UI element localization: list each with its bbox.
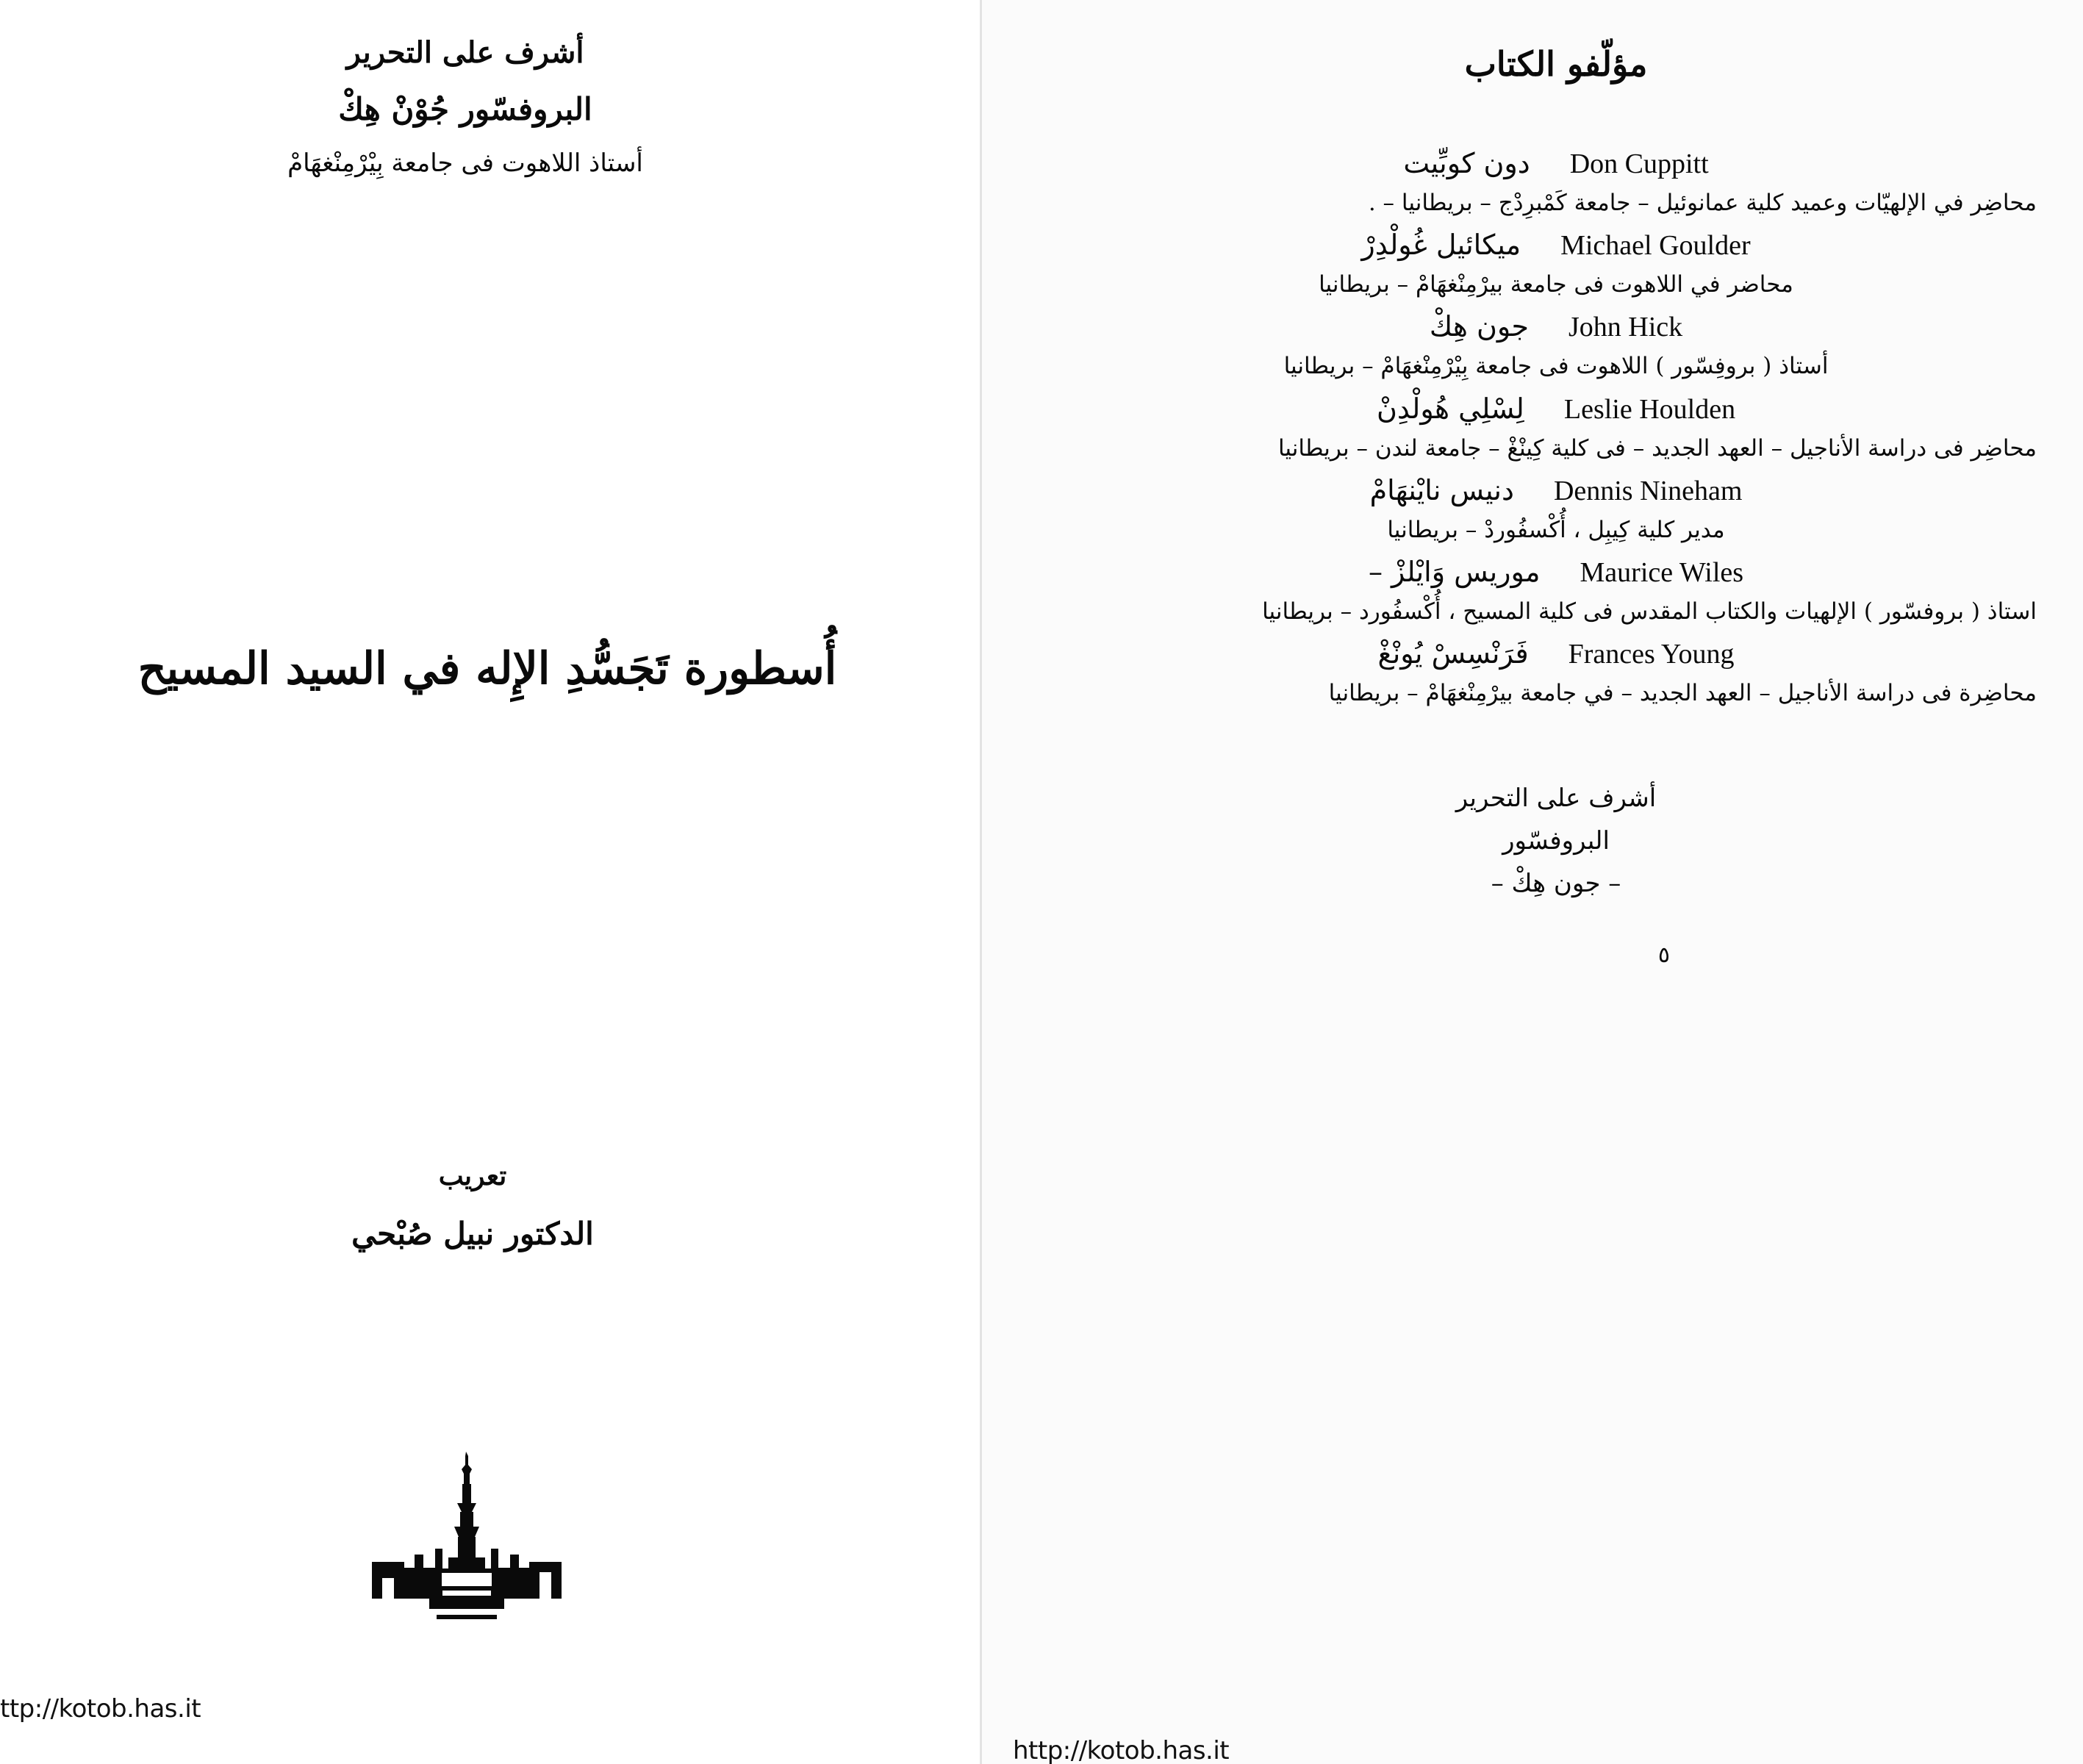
- list-item: [1071, 556, 2041, 630]
- editor-name: البروفسّور جُوْنْ هِكْ: [338, 90, 592, 127]
- author-name-row: [1071, 229, 2041, 262]
- editor-footer-line-3: – جون هِكْ –: [1491, 869, 1621, 899]
- list-item: [1071, 147, 2041, 221]
- title-page: [0, 0, 980, 1764]
- list-item: [1071, 392, 2041, 467]
- author-name-en: Maurice Wiles: [1580, 557, 1744, 589]
- book-title: أُسطورة تَجَسُّدِ الإِله في السيد المسيح: [137, 643, 837, 695]
- list-item: [1071, 229, 2041, 303]
- author-name-row: [1071, 556, 2041, 589]
- author-name-ar: ميكائيل غُولْدِرْ: [1361, 229, 1521, 262]
- author-description: مدير كلية كِيبِل ، أُكْسفُوردْ – بريطانيا: [1387, 516, 1725, 543]
- author-name-ar: جون هِكْ: [1429, 310, 1530, 343]
- page-number: ٥: [1657, 942, 1670, 968]
- translator-credit-block: [54, 1154, 892, 1261]
- editor-credit-block: [24, 29, 906, 184]
- author-name-en: Michael Goulder: [1560, 230, 1751, 262]
- author-description: محاضِر فى دراسة الأناجيل – العهد الجديد – فى كلية كِينْغْ – جامعة لندن – بريطانيا: [1277, 434, 2037, 462]
- authors-page: [980, 0, 2083, 1764]
- author-name-ar: فَرَنْسِسْ يُونْغْ: [1377, 637, 1529, 670]
- author-name-row: [1071, 310, 2041, 343]
- author-name-en: Dennis Nineham: [1553, 475, 1743, 506]
- list-item: [1071, 637, 2041, 711]
- author-description: أستاذ ( بروفِسّور ) اللاهوت فى جامعة بِيْرْمِنْغهَامْ – بريطانيا: [1283, 353, 1829, 380]
- authors-list: [1071, 147, 2041, 712]
- editor-supervision-label: أشرف على التحرير: [346, 35, 584, 70]
- author-name-row: [1071, 147, 2041, 180]
- author-name-ar: دون كوبِّيت: [1403, 147, 1530, 179]
- author-name-ar: موريس وَايْلزْ –: [1368, 556, 1541, 589]
- author-name-ar: دنيس نايْنهَامْ: [1369, 473, 1514, 506]
- author-description: محاضِر في الإلهيّات وعميد كلية عمانوئيل – جامعة كَمْبرِدْج – بريطانيا – .: [1368, 190, 2037, 216]
- translation-label: تعريب: [438, 1161, 507, 1191]
- author-name-ar: لِسْلِي هُولْدِنْ: [1376, 392, 1524, 425]
- editor-affiliation: أستاذ اللاهوت فى جامعة بِيْرْمِنْغهَامْ: [287, 148, 643, 178]
- authors-page-title: مؤلّفو الكتاب: [1464, 44, 1648, 84]
- author-name-row: [1071, 392, 2041, 426]
- footer-url-left: ttp://kotob.has.it: [0, 1694, 201, 1724]
- list-item: [1071, 474, 2041, 548]
- editor-footer-line-1: أشرف على التحرير: [1455, 783, 1657, 813]
- translator-name: الدكتور نبيل صُبْحي: [351, 1216, 594, 1252]
- author-name-row: [1071, 474, 2041, 507]
- author-description: محاضر في اللاهوت فى جامعة بيرْمِنْغهَامْ – بريطانيا: [1319, 271, 1793, 298]
- author-name-en: Leslie Houlden: [1563, 393, 1736, 425]
- footer-url-right: http://kotob.has.it: [1013, 1736, 1230, 1764]
- author-name-en: Frances Young: [1568, 639, 1735, 670]
- editor-footer-line-2: البروفسّور: [1502, 826, 1610, 856]
- editor-footer-block: [1071, 777, 2041, 906]
- author-name-row: [1071, 637, 2041, 670]
- minaret-publisher-logo: [360, 1452, 573, 1621]
- list-item: [1071, 310, 2041, 384]
- author-description: محاضِرة فى دراسة الأناجيل – العهد الجديد – في جامعة بيرْمِنْغهَامْ – بريطانيا: [1328, 680, 2037, 707]
- author-name-en: Don Cuppitt: [1569, 148, 1709, 179]
- author-description: استاذ ( بروفسّور ) الإلهيات والكتاب المقدس فى كلية المسيح ، أُكْسفُورد – بريطانيا: [1262, 598, 2037, 625]
- author-name-en: John Hick: [1568, 312, 1683, 343]
